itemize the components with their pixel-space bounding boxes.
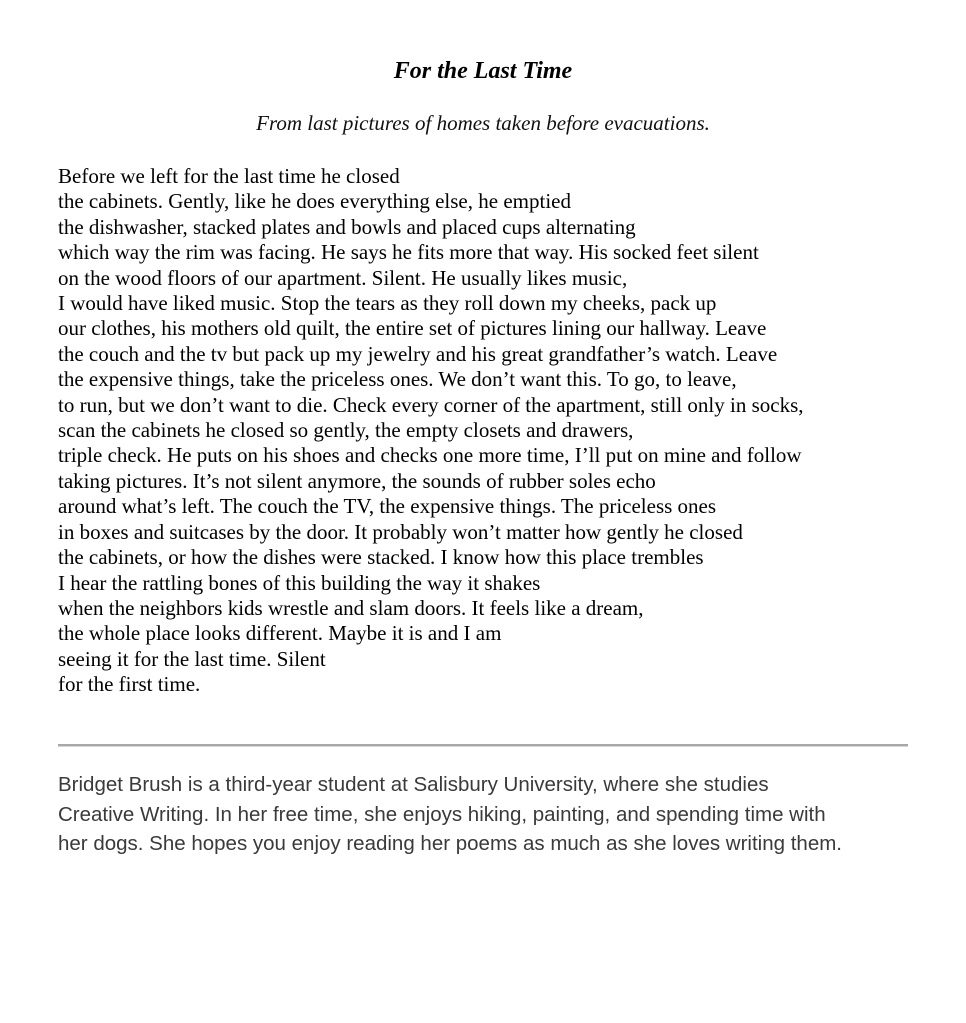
poem-line: scan the cabinets he closed so gently, the empty closets and drawers, (58, 418, 634, 443)
poem-line: our clothes, his mothers old quilt, the entire set of pictures lining our hallway. Leave (58, 316, 767, 341)
poem-title: For the Last Time (393, 58, 573, 84)
poem-line: I hear the rattling bones of this building the way it shakes (58, 570, 541, 595)
poem-line: the couch and the tv but pack up my jewelry and his great grandfather’s watch. Leave (58, 341, 778, 366)
bio-line: Bridget Brush is a third-year student at Salisbury University, where she studies (58, 773, 769, 796)
poem-line: triple check. He puts on his shoes and checks one more time, I’ll put on mine and follow (58, 443, 802, 468)
poem-body (58, 164, 804, 698)
poem-line: the expensive things, take the priceless ones. We don’t want this. To go, to leave, (58, 367, 737, 392)
poem-epigraph: From last pictures of homes taken before evacuations. (256, 111, 710, 135)
poem-line: on the wood floors of our apartment. Silent. He usually likes music, (58, 265, 628, 290)
poem-line: in boxes and suitcases by the door. It probably won’t matter how gently he closed (58, 519, 743, 544)
poem-line: around what’s left. The couch the TV, the expensive things. The priceless ones (58, 494, 717, 519)
author-bio (58, 770, 928, 859)
poem-line: which way the rim was facing. He says he fits more that way. His socked feet silent (58, 240, 759, 265)
poem-line: the cabinets. Gently, like he does everything else, he emptied (58, 189, 571, 214)
poem-line: taking pictures. It’s not silent anymore, the sounds of rubber soles echo (58, 468, 656, 493)
poem-line: I would have liked music. Stop the tears as they roll down my cheeks, pack up (58, 291, 717, 316)
poem-line: when the neighbors kids wrestle and slam doors. It feels like a dream, (58, 595, 644, 620)
poem-line: seeing it for the last time. Silent (58, 646, 326, 671)
poem-line: the whole place looks different. Maybe it is and I am (58, 621, 502, 646)
bio-line: Creative Writing. In her free time, she enjoys hiking, painting, and spending time with (58, 802, 826, 826)
poem-line: for the first time. (58, 672, 201, 697)
poem-line: the dishwasher, stacked plates and bowls and placed cups alternating (58, 214, 636, 239)
bio-line: her dogs. She hopes you enjoy reading her poems as much as she loves writing them. (58, 832, 842, 855)
section-divider (58, 744, 908, 747)
poem-line: Before we left for the last time he closed (58, 164, 400, 188)
poem-line: to run, but we don’t want to die. Check every corner of the apartment, still only in socks, (58, 392, 804, 417)
poem-line: the cabinets, or how the dishes were stacked. I know how this place trembles (58, 545, 704, 570)
